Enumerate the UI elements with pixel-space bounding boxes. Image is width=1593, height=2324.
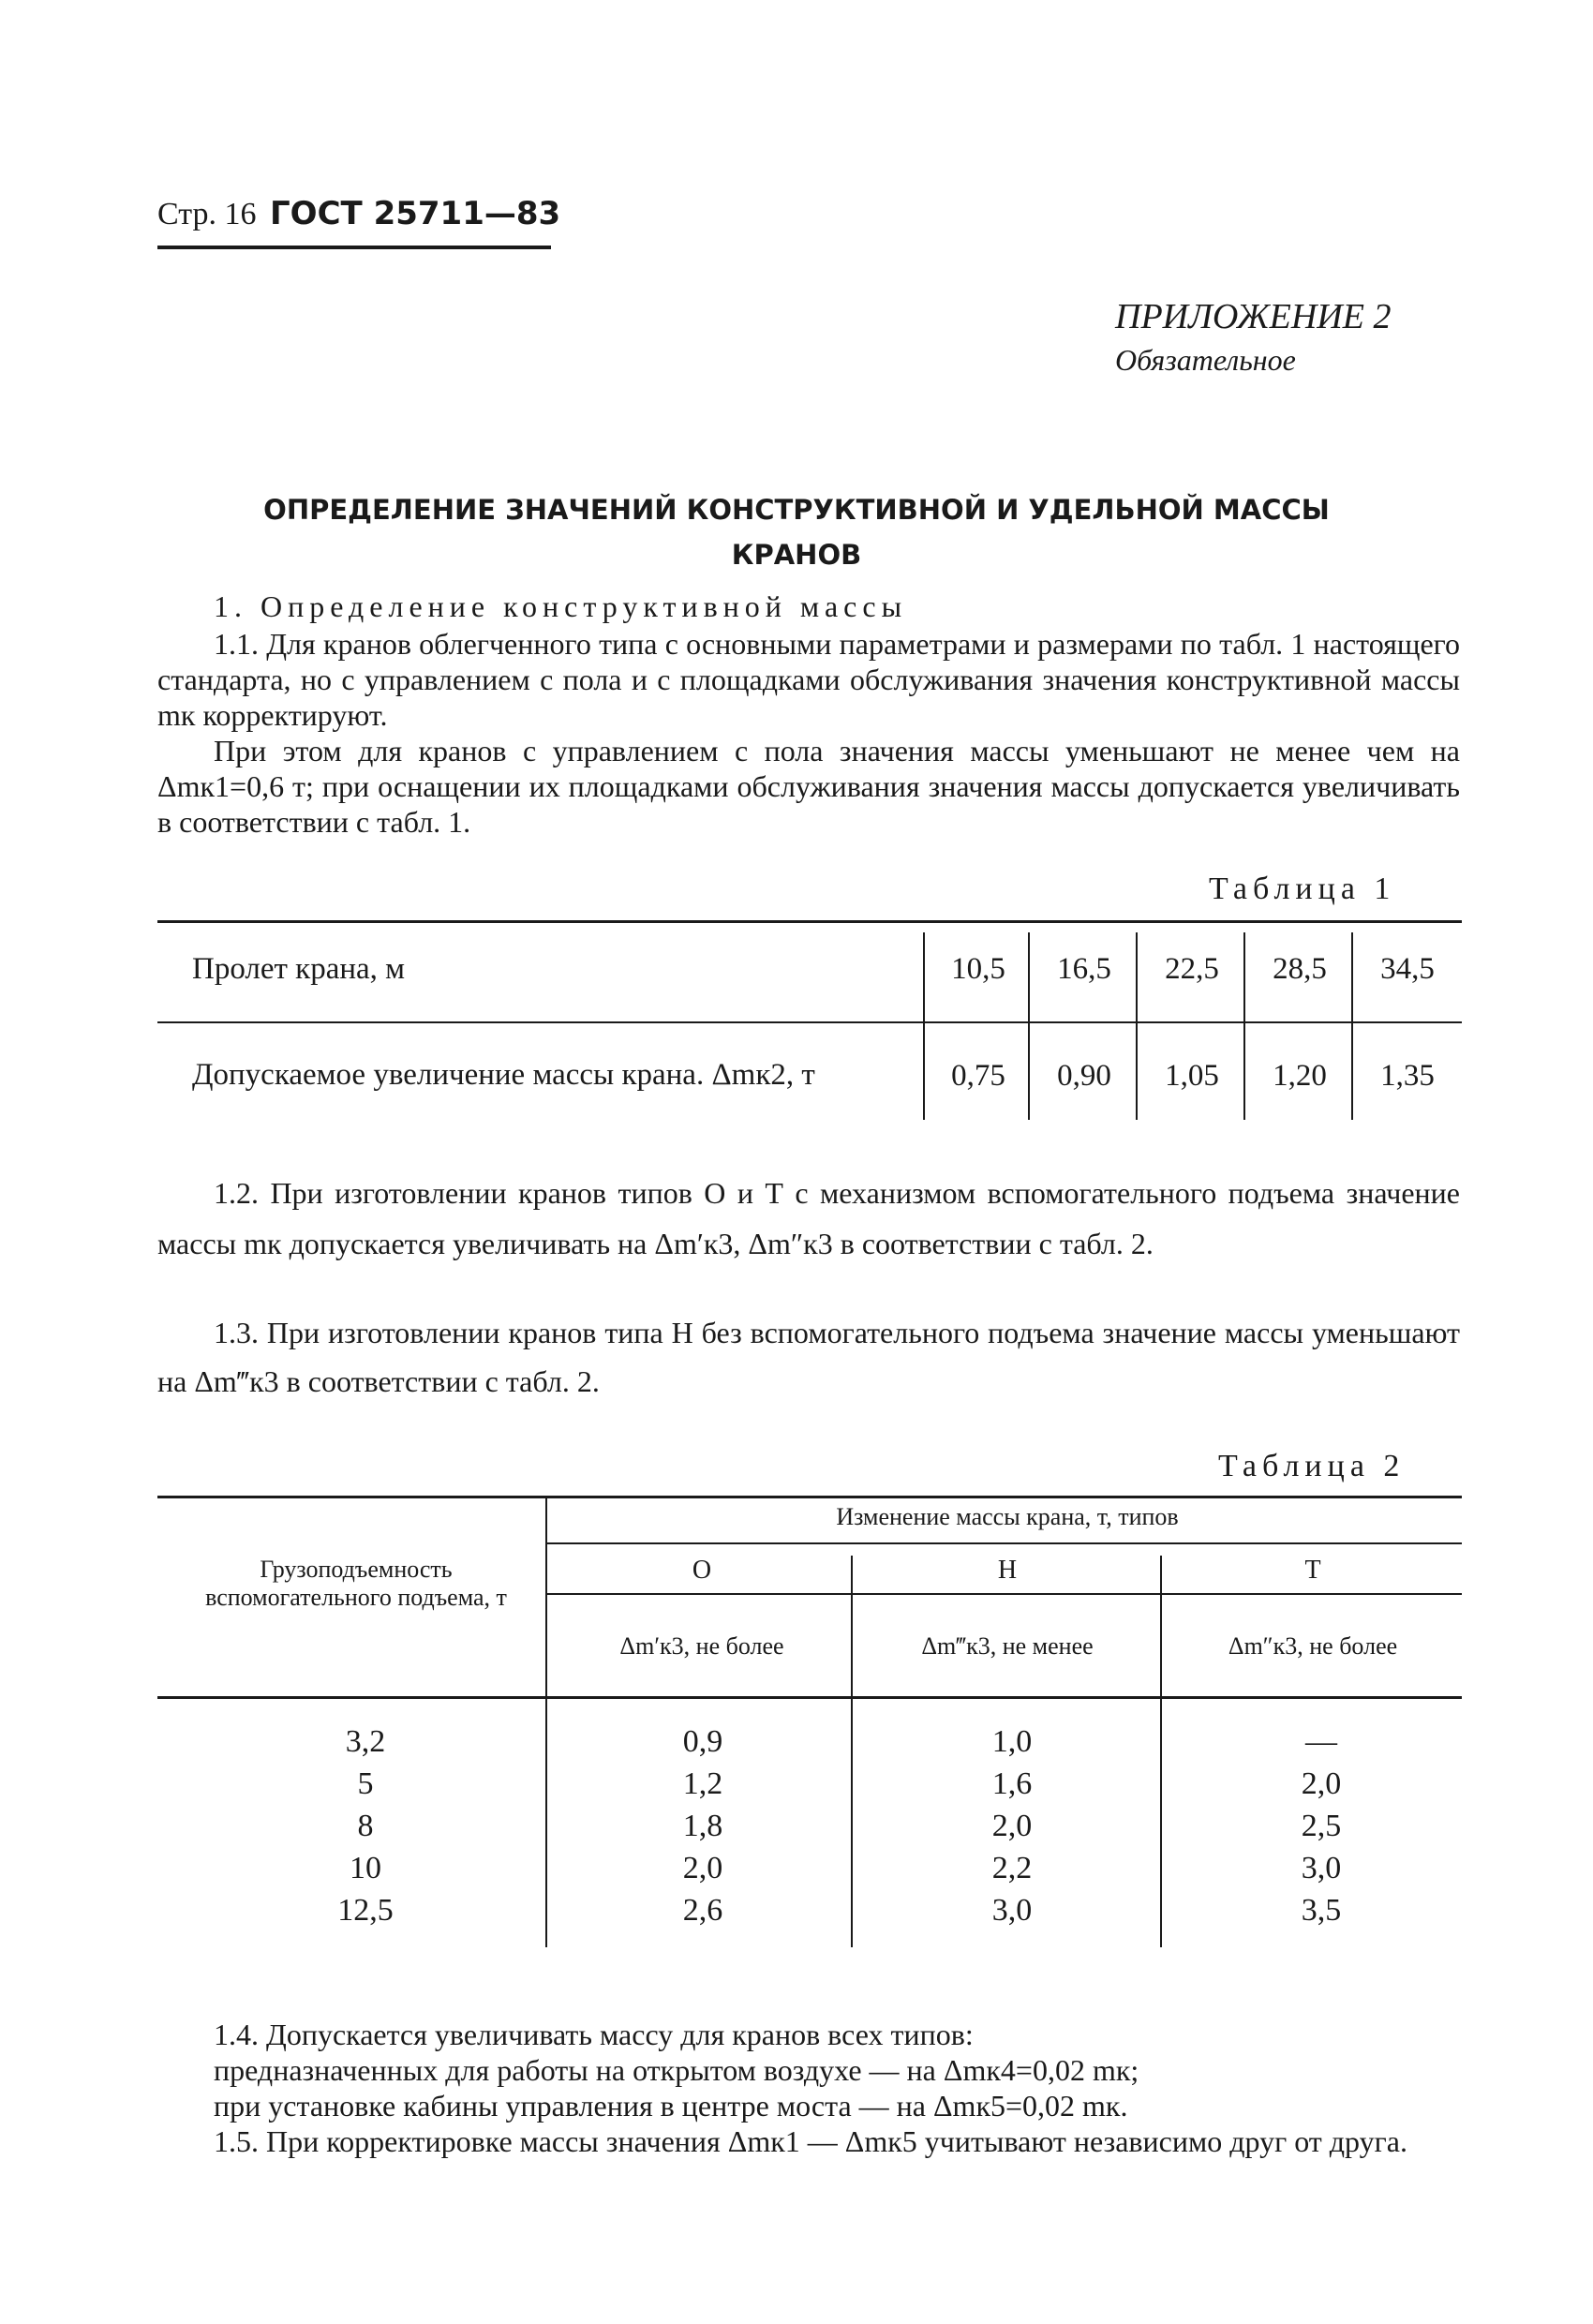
table-1-cell: 1,20	[1273, 1059, 1327, 1093]
table-1-cell: 22,5	[1165, 952, 1219, 986]
table-1-cell: 0,75	[951, 1059, 1005, 1093]
standard-number: ГОСТ 25711—83	[270, 195, 561, 232]
table-1-cell: 34,5	[1380, 952, 1435, 986]
table-2-sub-0: Δm′к3, не более	[619, 1632, 784, 1660]
paragraph-1-4: 1.4. Допускается увеличивать массу для кранов всех типов:	[214, 2018, 974, 2051]
section-heading: 1. Определение конструктивной массы	[214, 589, 908, 623]
header-rule	[157, 246, 551, 249]
table-2-sub-2: Δm″к3, не более	[1228, 1632, 1398, 1660]
table-1-cell: 10,5	[951, 952, 1005, 986]
table-2-col-0-header: Грузоподъемность вспомогательного подъема, т	[205, 1556, 507, 1611]
table-2-vline	[851, 1556, 853, 1947]
table-2-col-0	[281, 1721, 450, 1931]
table-2-caption: Таблица 2	[1218, 1449, 1406, 1483]
title-line-1: ОПРЕДЕЛЕНИЕ ЗНАЧЕНИЙ КОНСТРУКТИВНОЙ И УДЕЛЬНОЙ МАССЫ	[263, 494, 1330, 526]
table-1-cell: 1,35	[1380, 1059, 1435, 1093]
table-1-cell: 28,5	[1273, 952, 1327, 986]
table-1-cell: 16,5	[1057, 952, 1111, 986]
table-2-cell: 1,2	[682, 1766, 723, 1801]
table-1-row-2-label: Допускаемое увеличение массы крана. Δmк2, т	[192, 1058, 815, 1092]
table-2-type-h: Н	[997, 1556, 1018, 1585]
table-1-middle-rule	[157, 1021, 1462, 1023]
table-2-cell: 5	[357, 1766, 374, 1801]
table-2-cell: 0,9	[682, 1724, 723, 1759]
appendix-title: ПРИЛОЖЕНИЕ 2	[1115, 297, 1392, 336]
paragraph-1-1b: При этом для кранов с управлением с пола значения массы уменьшают не менее чем на Δmк1=0,6 т; при оснащении их площадками обслуживания значения массы допускается увеличивать в соответствии с табл. 1.	[157, 734, 1460, 839]
table-2-cell: 3,2	[345, 1724, 386, 1759]
table-1-vline	[1351, 932, 1353, 1120]
table-2-cell: 10	[350, 1851, 381, 1885]
table-1-cell: 1,05	[1165, 1059, 1219, 1093]
table-2-cell: 12,5	[337, 1893, 394, 1928]
table-2-cell: 2,6	[682, 1893, 723, 1928]
table-2-vline	[545, 1497, 547, 1947]
table-2-cell: 8	[357, 1809, 374, 1843]
table-2-vline	[1160, 1556, 1162, 1947]
table-2-rule	[547, 1542, 1462, 1544]
table-2-type-t: Т	[1304, 1556, 1321, 1585]
table-2-cell: 2,2	[991, 1851, 1033, 1885]
table-2-cell: 1,0	[991, 1724, 1033, 1759]
paragraph-1-5: 1.5. При корректировке массы значения Δmк1 — Δmк5 учитывают независимо друг от друга.	[214, 2124, 1407, 2158]
table-1-vline	[923, 932, 925, 1120]
paragraph-1-3: 1.3. При изготовлении кранов типа Н без вспомогательного подъема значение массы уменьшают на Δm‴к3 в соответствии с табл. 2.	[157, 1316, 1460, 1398]
table-2-top-rule	[157, 1496, 1462, 1498]
table-2-cell: —	[1305, 1724, 1337, 1759]
table-2-rule	[547, 1593, 1462, 1595]
table-2-group-header: Изменение массы крана, т, типов	[836, 1503, 1179, 1530]
table-2-cell: 2,5	[1301, 1809, 1342, 1843]
table-2-header-rule	[157, 1696, 1462, 1699]
table-2-cell: 1,6	[991, 1766, 1033, 1801]
title-line-2: КРАНОВ	[731, 539, 862, 571]
table-2-cell: 3,0	[1301, 1851, 1342, 1885]
table-2-cell: 3,5	[1301, 1893, 1342, 1928]
table-2-cell: 2,0	[991, 1809, 1033, 1843]
paragraph-1-4-item-2: при установке кабины управления в центре моста — на Δmк5=0,02 mк.	[214, 2089, 1128, 2123]
table-2-cell: 2,0	[1301, 1766, 1342, 1801]
table-1-caption: Таблица 1	[1209, 872, 1396, 906]
appendix-note: Обязательное	[1115, 343, 1296, 377]
paragraph-1-4-item-1: предназначенных для работы на открытом воздухе — на Δmк4=0,02 mк;	[214, 2053, 1139, 2087]
paragraph-1-1: 1.1. Для кранов облегченного типа с основными параметрами и размерами по табл. 1 настоящего стандарта, но с управлением с пола и с площадками обслуживания значения конструктивной массы mк корректируют.	[157, 627, 1460, 732]
table-2-col-2	[928, 1721, 1096, 1931]
table-2-cell: 2,0	[682, 1851, 723, 1885]
table-1-vline	[1136, 932, 1138, 1120]
table-1-top-rule	[157, 920, 1462, 923]
page-header	[157, 195, 560, 232]
table-2-cell: 1,8	[682, 1809, 723, 1843]
table-1-row-1-label: Пролет крана, м	[192, 952, 406, 986]
paragraph-1-2: 1.2. При изготовлении кранов типов О и Т с механизмом вспомогательного подъема значение массы mк допускается увеличивать на Δm′к3, Δm″к3 в соответствии с табл. 2.	[157, 1176, 1460, 1260]
page-number: Стр. 16	[157, 197, 257, 231]
table-2-cell: 3,0	[991, 1893, 1033, 1928]
table-2-sub-1: Δm‴к3, не менее	[921, 1632, 1094, 1660]
table-1-vline	[1243, 932, 1245, 1120]
table-1-cell: 0,90	[1057, 1059, 1111, 1093]
table-2-col-1	[618, 1721, 787, 1931]
table-2-type-o: О	[692, 1556, 712, 1585]
table-2-col-3	[1237, 1721, 1406, 1931]
document-title	[187, 487, 1406, 577]
